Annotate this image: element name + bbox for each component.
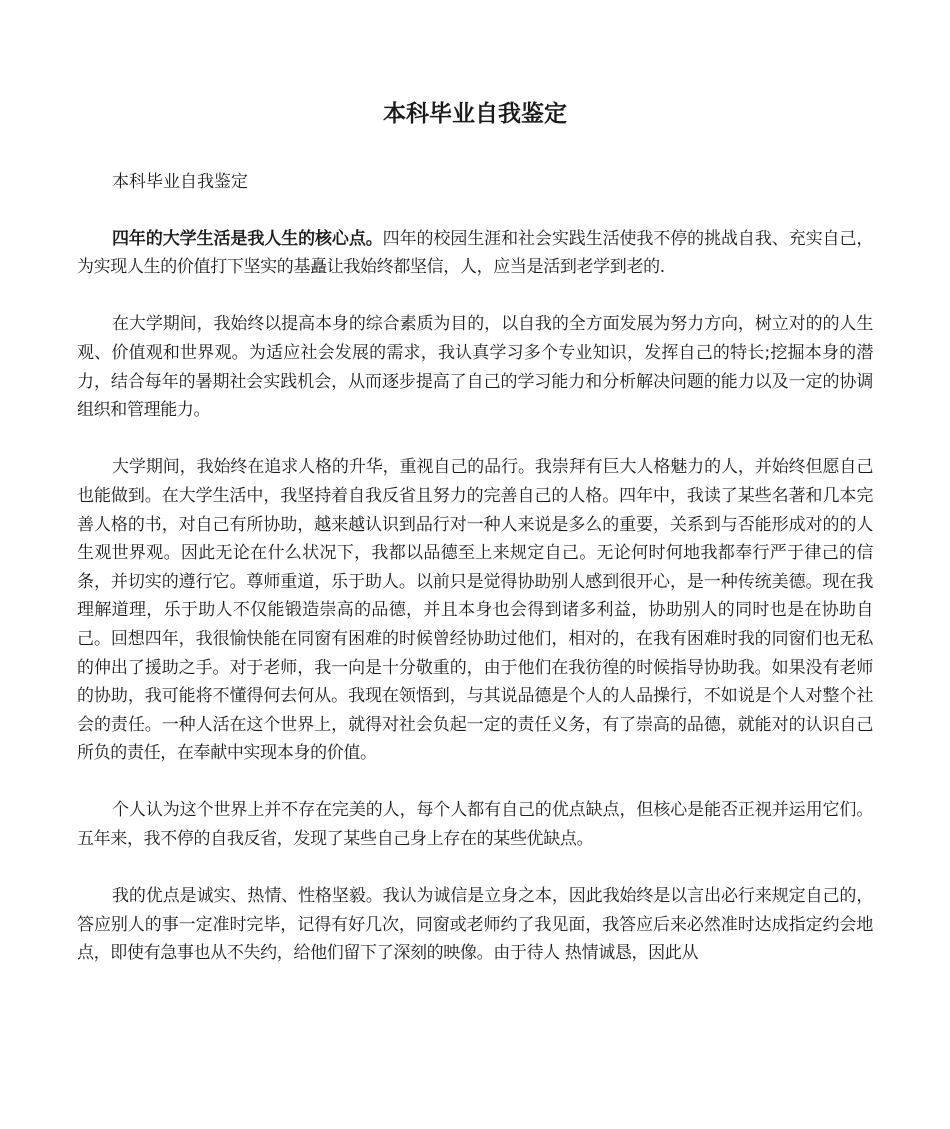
document-page bbox=[77, 96, 873, 997]
paragraph-2: 在大学期间，我始终以提高本身的综合素质为目的，以自我的全方面发展为努力方向，树立对的的人生观、价值观和世界观。为适应社会发展的需求，我认真学习多个专业知识，发挥自己的特长;挖掘本身的潜力，结合每年的暑期社会实践机会，从而逐步提高了自己的学习能力和分析解决问题的能力以及一定的协调组织和管理能力。 bbox=[77, 314, 873, 421]
document-subtitle: 本科毕业自我鉴定 bbox=[112, 172, 248, 192]
paragraph-1-text: 四年的校园生涯和社会实践生活使我不停的挑战自我、充实自己，为实现人生的价值打下坚实的基矗让我始终都坚信，人，应当是活到老学到老的. bbox=[77, 228, 873, 278]
paragraph-1-lead: 四年的大学生活是我人生的核心点。 bbox=[112, 228, 383, 249]
paragraph-5: 我的优点是诚实、热情、性格坚毅。我认为诚信是立身之本，因此我始终是以言出必行来规定自己的，答应别人的事一定准时完毕，记得有好几次，同窗或老师约了我见面，我答应后来必然准时达成指定约会地点，即使有急事也从不失约，给他们留下了深刻的映像。由于待人 热情诚恳，因此从 bbox=[77, 886, 873, 964]
paragraph-3: 大学期间，我始终在追求人格的升华，重视自己的品行。我崇拜有巨大人格魅力的人，并始终但愿自己也能做到。在大学生活中，我坚持着自我反省且努力的完善自己的人格。四年中，我读了某些名著和几本完善人格的书，对自己有所协助，越来越认识到品行对一种人来说是多么的重要，关系到与否能形成对的的人生观世界观。因此无论在什么状况下，我都以品德至上来规定自己。无论何时何地我都奉行严于律己的信条，并切实的遵行它。尊师重道，乐于助人。以前只是觉得协助别人感到很开心，是一种传统美德。现在我理解道理，乐于助人不仅能锻造崇高的品德，并且本身也会得到诸多利益，协助别人的同时也是在协助自己。回想四年，我很愉快能在同窗有困难的时候曾经协助过他们，相对的，在我有困难时我的同窗们也无私的伸出了援助之手。对于老师，我一向是十分敬重的，由于他们在我彷徨的时候指导协助我。如果没有老师的协助，我可能将不懂得何去何从。我现在领悟到，与其说品德是个人的人品操行，不如说是个人对整个社会的责任。一种人活在这个世界上，就得对社会负起一定的责任义务，有了崇高的品德，就能对的认识自己所负的责任，在奉献中实现本身的价值。 bbox=[77, 457, 873, 764]
paragraph-1 bbox=[77, 225, 873, 282]
document-title: 本科毕业自我鉴定 bbox=[383, 101, 567, 127]
paragraph-4: 个人认为这个世界上并不存在完美的人，每个人都有自己的优点缺点，但核心是能否正视并运用它们。五年来，我不停的自我反省，发现了某些自己身上存在的某些优缺点。 bbox=[77, 800, 873, 850]
